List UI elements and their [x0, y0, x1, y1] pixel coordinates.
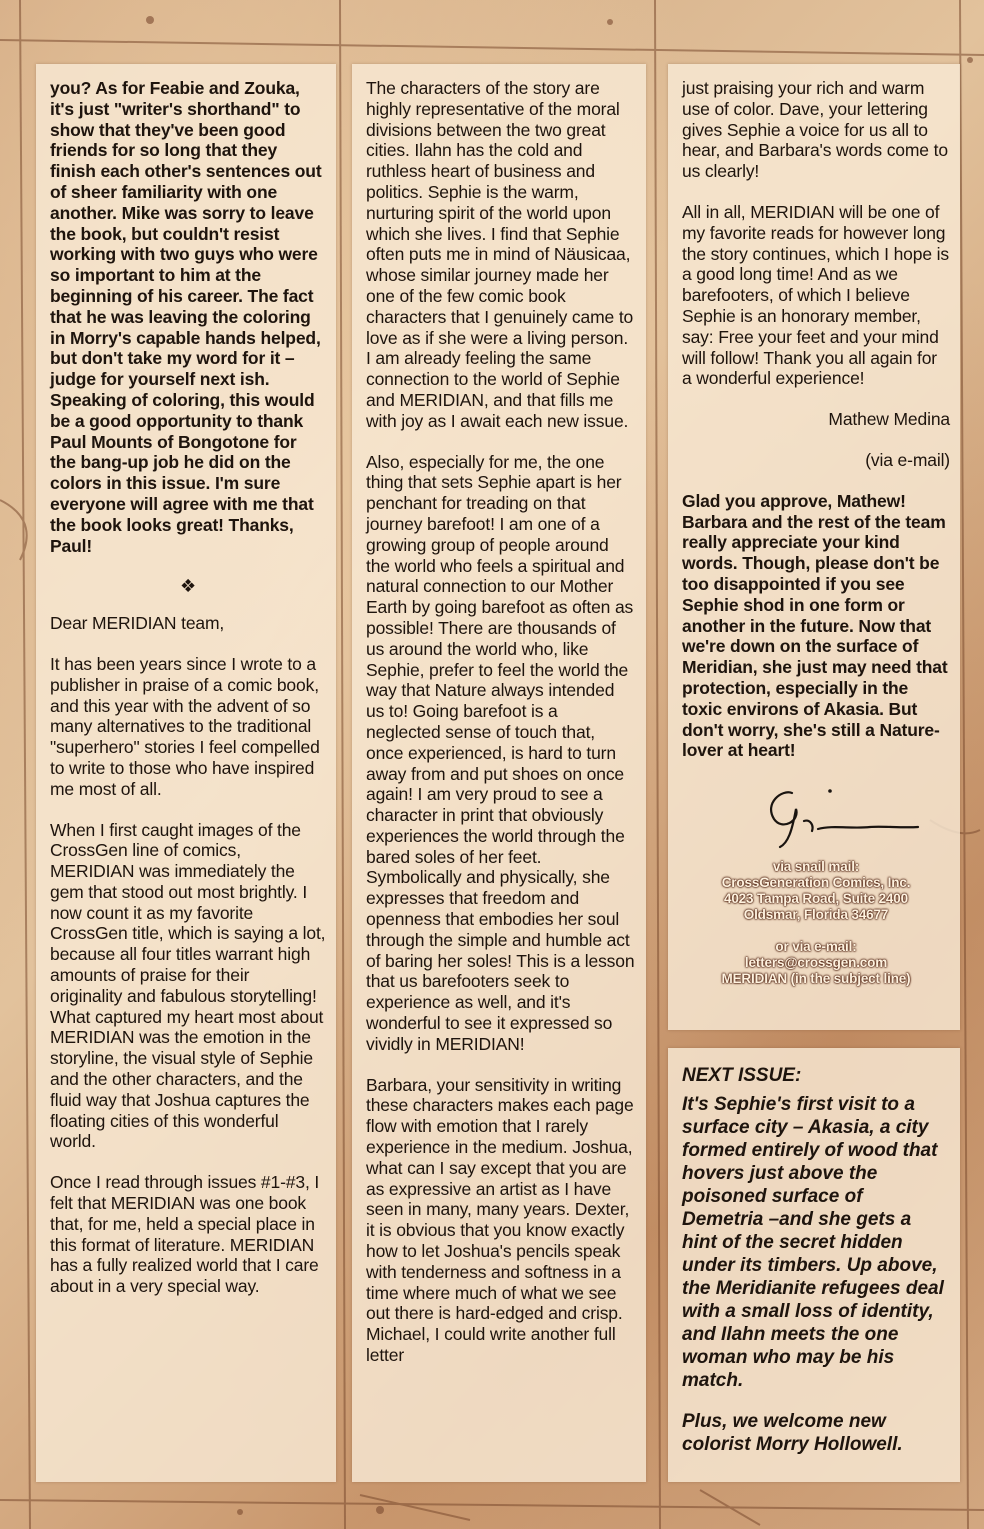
next-issue-body: It's Sephie's first visit to a surface city – Akasia, a city formed entirely of wood that hovers just above the poisoned surface of Demetria –and she gets a hint of the secret hidden under its timbers. Up above, the Meridianite refugees deal with a small loss of identity, and Ilahn meets the one woman who may be his match.	[682, 1094, 944, 1391]
email-address: letters@crossgen.com	[744, 955, 888, 971]
editor-reply: Glad you approve, Mathew! Barbara and the rest of the team really appreciate your kind words. Though, please don't be too disappointed if you see Sephie shod in one form or another in the future. Now that we're down on the surface of Meridian, she just may need that protection, especially in the toxic environs of Akasia. But don't worry, she's still a Nature-lover at heart!	[682, 490, 948, 761]
email-subject-note: MERIDIAN (in the subject line)	[721, 971, 911, 987]
address-company: CrossGeneration Comics, Inc.	[721, 875, 911, 891]
letter-paragraph: It has been years since I wrote to a publisher in praise of a comic book, and this year with the advent of so many alternatives to the traditional "superhero" stories I feel compelled to write to those who have inspired me most of all.	[50, 653, 320, 799]
next-issue-footer: Plus, we welcome new colorist Morry Hollowell.	[682, 1411, 903, 1455]
letters-column-2	[352, 64, 646, 1482]
letters-column-3	[668, 64, 960, 1030]
next-issue-box	[668, 1048, 960, 1482]
editor-signature-icon	[752, 781, 922, 851]
editor-reply-continued: you? As for Feabie and Zouka, it's just "writer's shorthand" to show that they've been good friends for so long that they finish each other's sentences out of sheer familiarity with one another. Mike was sorry to leave the book, but couldn't resist working with two guys who were so important to him at the beginning of his career. The fact that he was leaving the coloring in Morry's capable hands helped, but don't take my word for it – judge for yourself next ish. Speaking of coloring, this would be a good opportunity to thank Paul Mounts of Bongotone for the bang-up job he did on the colors in this issue. I'm sure everyone will agree with me that the book looks great! Thanks, Paul!	[50, 78, 322, 556]
address-street: 4023 Tampa Road, Suite 2400	[723, 891, 909, 907]
next-issue-heading: NEXT ISSUE:	[682, 1065, 802, 1086]
letter-paragraph: just praising your rich and warm use of color. Dave, your lettering gives Sephie a voice for us all to hear, and Barbara's words come to us clearly!	[682, 78, 948, 182]
address-city: Oldsmar, Florida 34677	[743, 907, 889, 923]
letter-author: Mathew Medina	[828, 409, 950, 430]
email-label: or via e-mail:	[775, 939, 857, 955]
letter-paragraph: Once I read through issues #1-#3, I felt that MERIDIAN was one book that, for me, held a special place in this format of literature. MERIDIAN has a fully realized world that I care about in a very special way.	[50, 1172, 320, 1297]
letters-column-1	[36, 64, 336, 1482]
letter-paragraph: The characters of the story are highly representative of the moral divisions between the two great cities. Ilahn has the cold and ruthless heart of business and politics. Sephie is the warm, nurturing spirit of the world upon which she lives. I find that Sephie often puts me in mind of Näusicaa, whose similar journey made her one of the few comic book characters that I genuinely came to love as if she were a living person. I am already feeling the same connection to the world of Sephie and MERIDIAN, and that fills me with joy as I await each new issue.	[366, 78, 634, 431]
letter-paragraph: All in all, MERIDIAN will be one of my favorite reads for however long the story continues, which I hope is a good long time! And as we barefooters, of which I believe Sephie is an honorary member, say: Free your feet and your mind will follow! Thank you all again for a wonderful experience!	[682, 201, 949, 389]
mailing-address	[682, 859, 950, 987]
address-label: via snail mail:	[772, 859, 860, 875]
letter-author-via: (via e-mail)	[865, 449, 950, 470]
letter-salutation: Dear MERIDIAN team,	[50, 613, 225, 634]
letter-paragraph: When I first caught images of the CrossGen line of comics, MERIDIAN was immediately the gem that stood out most brightly. I now count it as my favorite CrossGen title, which is saying a lot, because all four titles warrant high amounts of praise for their originality and fabulous storytelling! What captured my heart most about MERIDIAN was the emotion in the storyline, the visual style of Sephie and the other characters, and the fluid way that Joshua captures the floating cities of this wonderful world.	[50, 819, 326, 1152]
letter-paragraph: Also, especially for me, the one thing that sets Sephie apart is her penchant for treading on that journey barefoot! I am one of a growing group of people around the world who feels a spiritual and natural connection to our Mother Earth by going barefoot as often as possible! There are thousands of us around the world who, like Sephie, prefer to feel the world the way that Nature always intended us to! Going barefoot is a neglected sense of touch that, once experienced, is hard to turn away from and put shoes on once again! I am very proud to see a character in print that obviously experiences the world through the bared soles of her feet. Symbolically and physically, she expresses that freedom and openness that embodies her soul through the simple and humble act of baring her soles! This is a lesson that us barefooters seek to experience as well, and it's wonderful to see it expressed so vividly in MERIDIAN!	[366, 451, 635, 1054]
section-divider-icon: ❖	[180, 576, 196, 597]
letter-paragraph: Barbara, your sensitivity in writing these characters makes each page flow with emotion that I rarely experience in the medium. Joshua, what can I say except that you are as expressive an artist as I have seen in many, many years. Dexter, it is obvious that you know exactly how to let Joshua's pencils speak with tenderness and softness in a time where much of what we see out there is hard-edged and crisp. Michael, I could write another full letter	[366, 1074, 634, 1366]
